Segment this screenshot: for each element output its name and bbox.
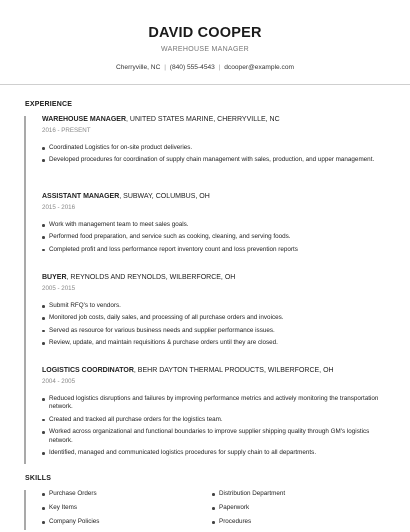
experience-bullet: Created and tracked all purchase orders for the logistics team.: [42, 416, 382, 424]
experience-bullets: [42, 302, 382, 348]
experience-bullets: [42, 395, 382, 457]
experience-bullet: Review, update, and maintain requisitions & purchase orders until they are closed.: [42, 339, 382, 347]
candidate-name: DAVID COOPER: [148, 25, 262, 41]
experience-title: [42, 367, 382, 374]
skills-heading: SKILLS: [25, 475, 52, 482]
contact-separator: |: [164, 64, 166, 71]
header-divider: [0, 84, 410, 85]
experience-bullet: Coordinated Logistics for on-site product deliveries.: [42, 144, 382, 152]
experience-bullet: Reduced logistics disruptions and failures by improving performance metrics and actively monitoring the transportation network.: [42, 395, 382, 412]
experience-bullet: Completed profit and loss performance report inventory count and loss prevention reports: [42, 246, 382, 254]
experience-bullet: Served as resource for various business needs and supplier performance issues.: [42, 327, 382, 335]
experience-dates: 2004 - 2005: [42, 378, 76, 385]
experience-entry: [42, 193, 382, 258]
experience-org: , SUBWAY, COLUMBUS, OH: [119, 193, 210, 200]
experience-bullet: Monitored job costs, daily sales, and processing of all purchase orders and invoices.: [42, 314, 382, 322]
experience-entry: [42, 274, 382, 352]
contact-line: [0, 64, 410, 71]
experience-org: , REYNOLDS AND REYNOLDS, WILBERFORCE, OH: [66, 274, 236, 281]
skill-item: Purchase Orders: [42, 490, 212, 504]
contact-location: Cherryville, NC: [116, 64, 161, 71]
experience-role: WAREHOUSE MANAGER: [42, 116, 127, 123]
experience-bullet: Identified, managed and communicated logistics procedures for supply chain to all departments.: [42, 449, 382, 457]
experience-org: , BEHR DAYTON THERMAL PRODUCTS, WILBERFORCE, OH: [133, 367, 334, 374]
experience-bullet: Work with management team to meet sales goals.: [42, 221, 382, 229]
contact-phone: (840) 555-4543: [169, 64, 215, 71]
experience-title: [42, 116, 382, 123]
experience-bullet: Worked across organizational and functional boundaries to improve supplier shipping quality through GM's logistics network.: [42, 428, 382, 445]
skills-row: [42, 504, 382, 518]
experience-bullet: Submit RFQ's to vendors.: [42, 302, 382, 310]
experience-role: ASSISTANT MANAGER: [42, 193, 120, 200]
skill-item: Procedures: [212, 518, 382, 532]
experience-timeline-bar: [24, 116, 26, 464]
skill-item: Paperwork: [212, 504, 382, 518]
experience-entry: [42, 367, 382, 461]
skills-list: [42, 490, 382, 532]
experience-org: , UNITED STATES MARINE, CHERRYVILLE, NC: [126, 116, 280, 123]
candidate-title: WAREHOUSE MANAGER: [160, 46, 250, 53]
experience-heading: EXPERIENCE: [25, 101, 73, 108]
experience-bullets: [42, 221, 382, 254]
skill-item: Distribution Department: [212, 490, 382, 504]
experience-title: [42, 193, 382, 200]
experience-bullet: Developed procedures for coordination of supply chain management with sales, production, and upper management.: [42, 156, 382, 164]
experience-dates: 2015 - 2016: [42, 204, 76, 211]
skill-item: Company Policies: [42, 518, 212, 532]
resume-header: [0, 0, 410, 71]
experience-role: BUYER: [42, 274, 67, 281]
experience-bullets: [42, 144, 382, 165]
skill-item: Key Items: [42, 504, 212, 518]
experience-role: LOGISTICS COORDINATOR: [42, 367, 134, 374]
experience-bullet: Performed food preparation, and service such as cooking, cleaning, and serving foods.: [42, 233, 382, 241]
contact-separator: |: [218, 64, 221, 71]
contact-email: dcooper@example.com: [224, 64, 294, 71]
skills-timeline-bar: [24, 490, 26, 530]
experience-entry: [42, 116, 382, 169]
experience-dates: 2005 - 2015: [42, 285, 76, 292]
skills-row: [42, 490, 382, 504]
experience-title: [42, 274, 382, 281]
experience-dates: 2016 - PRESENT: [42, 127, 91, 134]
